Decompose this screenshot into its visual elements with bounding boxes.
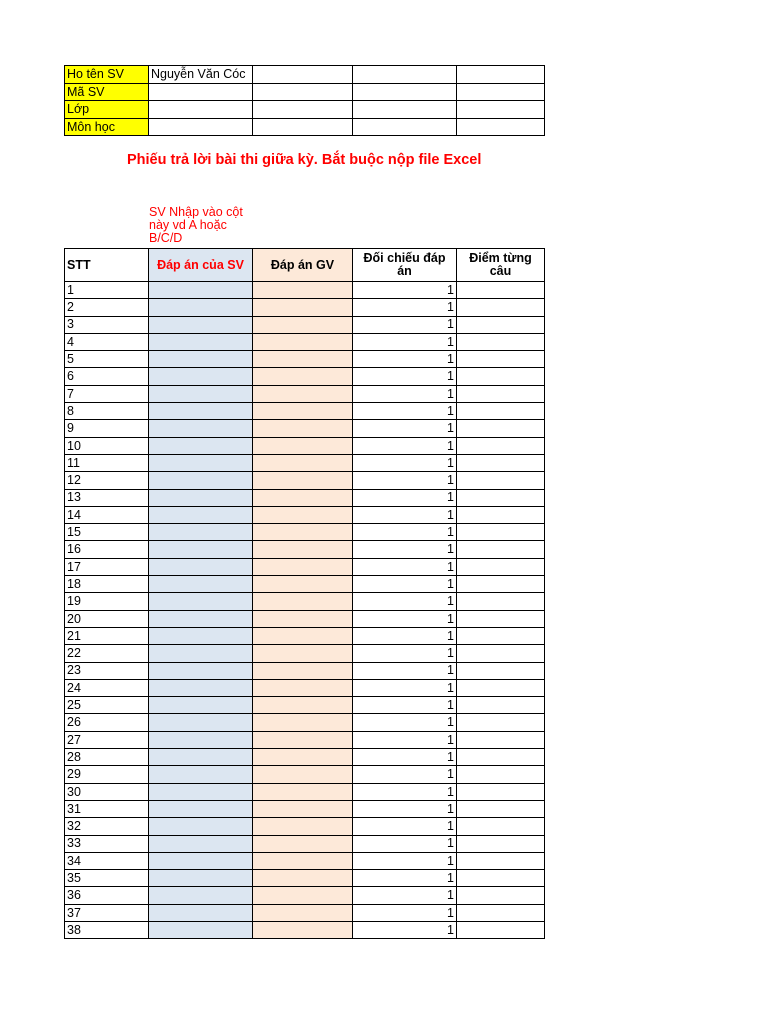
teacher-answer-cell[interactable] bbox=[253, 420, 353, 437]
table-row bbox=[65, 904, 545, 921]
compare-cell: 1 bbox=[353, 887, 457, 904]
score-cell[interactable] bbox=[457, 800, 545, 817]
compare-cell: 1 bbox=[353, 749, 457, 766]
table-row bbox=[65, 645, 545, 662]
stt-cell: 28 bbox=[65, 749, 149, 766]
table-row bbox=[65, 766, 545, 783]
student-answer-cell[interactable] bbox=[149, 454, 253, 471]
teacher-answer-cell[interactable] bbox=[253, 316, 353, 333]
compare-cell: 1 bbox=[353, 818, 457, 835]
score-cell[interactable] bbox=[457, 818, 545, 835]
compare-cell: 1 bbox=[353, 800, 457, 817]
table-row bbox=[65, 800, 545, 817]
student-answer-cell[interactable] bbox=[149, 766, 253, 783]
table-row bbox=[65, 835, 545, 852]
score-cell[interactable] bbox=[457, 403, 545, 420]
table-row bbox=[65, 351, 545, 368]
score-cell[interactable] bbox=[457, 766, 545, 783]
score-cell[interactable] bbox=[457, 454, 545, 471]
table-row bbox=[65, 662, 545, 679]
student-answer-cell[interactable] bbox=[149, 852, 253, 869]
compare-cell: 1 bbox=[353, 593, 457, 610]
student-answer-cell[interactable] bbox=[149, 506, 253, 523]
teacher-answer-cell[interactable] bbox=[253, 783, 353, 800]
score-cell[interactable] bbox=[457, 316, 545, 333]
teacher-answer-cell[interactable] bbox=[253, 437, 353, 454]
empty-cell[interactable] bbox=[353, 66, 457, 84]
stt-cell: 25 bbox=[65, 697, 149, 714]
teacher-answer-cell[interactable] bbox=[253, 800, 353, 817]
compare-cell: 1 bbox=[353, 662, 457, 679]
empty-cell[interactable] bbox=[253, 118, 353, 136]
teacher-answer-cell[interactable] bbox=[253, 506, 353, 523]
stt-cell: 34 bbox=[65, 852, 149, 869]
teacher-answer-cell[interactable] bbox=[253, 282, 353, 299]
stt-cell: 24 bbox=[65, 679, 149, 696]
compare-cell: 1 bbox=[353, 454, 457, 471]
teacher-answer-cell[interactable] bbox=[253, 852, 353, 869]
compare-cell: 1 bbox=[353, 921, 457, 938]
table-row bbox=[65, 870, 545, 887]
table-row bbox=[65, 299, 545, 316]
compare-cell: 1 bbox=[353, 697, 457, 714]
student-answer-cell[interactable] bbox=[149, 904, 253, 921]
stt-cell: 22 bbox=[65, 645, 149, 662]
compare-cell: 1 bbox=[353, 385, 457, 402]
info-row bbox=[65, 118, 545, 136]
table-row bbox=[65, 576, 545, 593]
table-row bbox=[65, 472, 545, 489]
score-cell[interactable] bbox=[457, 524, 545, 541]
score-cell[interactable] bbox=[457, 731, 545, 748]
stt-cell: 36 bbox=[65, 887, 149, 904]
table-row bbox=[65, 316, 545, 333]
table-row bbox=[65, 489, 545, 506]
info-value-cell[interactable] bbox=[149, 118, 253, 136]
teacher-answer-cell[interactable] bbox=[253, 645, 353, 662]
student-answer-cell[interactable] bbox=[149, 835, 253, 852]
student-answer-cell[interactable] bbox=[149, 437, 253, 454]
empty-cell[interactable] bbox=[457, 101, 545, 119]
student-answer-cell[interactable] bbox=[149, 783, 253, 800]
stt-cell: 21 bbox=[65, 627, 149, 644]
score-cell[interactable] bbox=[457, 627, 545, 644]
score-cell[interactable] bbox=[457, 921, 545, 938]
stt-cell: 20 bbox=[65, 610, 149, 627]
student-answer-cell[interactable] bbox=[149, 576, 253, 593]
compare-cell: 1 bbox=[353, 714, 457, 731]
info-value-cell[interactable] bbox=[149, 83, 253, 101]
stt-cell: 18 bbox=[65, 576, 149, 593]
score-cell[interactable] bbox=[457, 870, 545, 887]
stt-cell: 10 bbox=[65, 437, 149, 454]
student-answer-cell[interactable] bbox=[149, 870, 253, 887]
empty-cell[interactable] bbox=[253, 101, 353, 119]
compare-cell: 1 bbox=[353, 731, 457, 748]
student-answer-cell[interactable] bbox=[149, 714, 253, 731]
student-answer-cell[interactable] bbox=[149, 282, 253, 299]
student-answer-cell[interactable] bbox=[149, 921, 253, 938]
compare-cell: 1 bbox=[353, 558, 457, 575]
stt-cell: 32 bbox=[65, 818, 149, 835]
stt-cell: 12 bbox=[65, 472, 149, 489]
table-row bbox=[65, 818, 545, 835]
student-answer-cell[interactable] bbox=[149, 662, 253, 679]
table-row bbox=[65, 403, 545, 420]
student-answer-cell[interactable] bbox=[149, 679, 253, 696]
student-answer-cell[interactable] bbox=[149, 887, 253, 904]
score-cell[interactable] bbox=[457, 576, 545, 593]
student-answer-cell[interactable] bbox=[149, 420, 253, 437]
teacher-answer-cell[interactable] bbox=[253, 904, 353, 921]
score-cell[interactable] bbox=[457, 489, 545, 506]
stt-cell: 19 bbox=[65, 593, 149, 610]
empty-cell[interactable] bbox=[353, 118, 457, 136]
score-cell[interactable] bbox=[457, 679, 545, 696]
teacher-answer-cell[interactable] bbox=[253, 576, 353, 593]
student-answer-cell[interactable] bbox=[149, 403, 253, 420]
score-cell[interactable] bbox=[457, 299, 545, 316]
teacher-answer-cell[interactable] bbox=[253, 714, 353, 731]
student-answer-cell[interactable] bbox=[149, 610, 253, 627]
table-row bbox=[65, 454, 545, 471]
table-row bbox=[65, 368, 545, 385]
score-cell[interactable] bbox=[457, 835, 545, 852]
score-cell[interactable] bbox=[457, 904, 545, 921]
teacher-answer-cell[interactable] bbox=[253, 697, 353, 714]
compare-cell: 1 bbox=[353, 351, 457, 368]
teacher-answer-cell[interactable] bbox=[253, 818, 353, 835]
stt-cell: 23 bbox=[65, 662, 149, 679]
teacher-answer-cell[interactable] bbox=[253, 351, 353, 368]
compare-cell: 1 bbox=[353, 852, 457, 869]
compare-cell: 1 bbox=[353, 333, 457, 350]
info-value-cell[interactable]: Nguyễn Văn Cóc bbox=[149, 66, 253, 84]
score-cell[interactable] bbox=[457, 887, 545, 904]
teacher-answer-cell[interactable] bbox=[253, 627, 353, 644]
answer-table bbox=[64, 248, 545, 939]
table-row bbox=[65, 437, 545, 454]
stt-cell: 33 bbox=[65, 835, 149, 852]
compare-cell: 1 bbox=[353, 524, 457, 541]
table-row bbox=[65, 887, 545, 904]
teacher-answer-cell[interactable] bbox=[253, 870, 353, 887]
teacher-answer-cell[interactable] bbox=[253, 921, 353, 938]
empty-cell[interactable] bbox=[457, 83, 545, 101]
teacher-answer-cell[interactable] bbox=[253, 472, 353, 489]
table-row bbox=[65, 420, 545, 437]
info-label-cell: Lớp bbox=[65, 101, 149, 119]
teacher-answer-cell[interactable] bbox=[253, 299, 353, 316]
empty-cell[interactable] bbox=[457, 66, 545, 84]
teacher-answer-cell[interactable] bbox=[253, 558, 353, 575]
table-row bbox=[65, 852, 545, 869]
info-label-cell: Môn học bbox=[65, 118, 149, 136]
stt-cell: 15 bbox=[65, 524, 149, 541]
compare-cell: 1 bbox=[353, 489, 457, 506]
answer-table-header-row bbox=[65, 249, 545, 282]
info-row bbox=[65, 101, 545, 119]
compare-cell: 1 bbox=[353, 576, 457, 593]
student-answer-cell[interactable] bbox=[149, 697, 253, 714]
teacher-answer-cell[interactable] bbox=[253, 593, 353, 610]
student-answer-cell[interactable] bbox=[149, 385, 253, 402]
student-info-table bbox=[64, 65, 545, 136]
table-row bbox=[65, 921, 545, 938]
teacher-answer-cell[interactable] bbox=[253, 385, 353, 402]
student-answer-cell[interactable] bbox=[149, 818, 253, 835]
score-cell[interactable] bbox=[457, 472, 545, 489]
table-row bbox=[65, 714, 545, 731]
stt-cell: 17 bbox=[65, 558, 149, 575]
info-row bbox=[65, 83, 545, 101]
header-stt: STT bbox=[65, 249, 149, 282]
table-row bbox=[65, 524, 545, 541]
teacher-answer-cell[interactable] bbox=[253, 368, 353, 385]
stt-cell: 14 bbox=[65, 506, 149, 523]
teacher-answer-cell[interactable] bbox=[253, 610, 353, 627]
table-row bbox=[65, 697, 545, 714]
student-answer-cell[interactable] bbox=[149, 627, 253, 644]
score-cell[interactable] bbox=[457, 351, 545, 368]
student-answer-cell[interactable] bbox=[149, 731, 253, 748]
empty-cell[interactable] bbox=[253, 66, 353, 84]
student-answer-cell[interactable] bbox=[149, 316, 253, 333]
table-row bbox=[65, 558, 545, 575]
compare-cell: 1 bbox=[353, 783, 457, 800]
score-cell[interactable] bbox=[457, 541, 545, 558]
score-cell[interactable] bbox=[457, 437, 545, 454]
header-score: Điểm từng câu bbox=[457, 249, 545, 282]
info-value-cell[interactable] bbox=[149, 101, 253, 119]
compare-cell: 1 bbox=[353, 835, 457, 852]
stt-cell: 13 bbox=[65, 489, 149, 506]
stt-cell: 9 bbox=[65, 420, 149, 437]
table-row bbox=[65, 541, 545, 558]
score-cell[interactable] bbox=[457, 645, 545, 662]
table-row bbox=[65, 749, 545, 766]
info-label-cell: Mã SV bbox=[65, 83, 149, 101]
compare-cell: 1 bbox=[353, 645, 457, 662]
score-cell[interactable] bbox=[457, 506, 545, 523]
stt-cell: 6 bbox=[65, 368, 149, 385]
input-instruction-note: SV Nhập vào cột này vd A hoặc B/C/D bbox=[149, 205, 243, 245]
score-cell[interactable] bbox=[457, 282, 545, 299]
stt-cell: 38 bbox=[65, 921, 149, 938]
compare-cell: 1 bbox=[353, 299, 457, 316]
stt-cell: 31 bbox=[65, 800, 149, 817]
student-answer-cell[interactable] bbox=[149, 593, 253, 610]
score-cell[interactable] bbox=[457, 749, 545, 766]
student-answer-cell[interactable] bbox=[149, 800, 253, 817]
compare-cell: 1 bbox=[353, 506, 457, 523]
compare-cell: 1 bbox=[353, 368, 457, 385]
stt-cell: 11 bbox=[65, 454, 149, 471]
stt-cell: 1 bbox=[65, 282, 149, 299]
teacher-answer-cell[interactable] bbox=[253, 731, 353, 748]
stt-cell: 3 bbox=[65, 316, 149, 333]
student-answer-cell[interactable] bbox=[149, 645, 253, 662]
student-answer-cell[interactable] bbox=[149, 524, 253, 541]
empty-cell[interactable] bbox=[353, 101, 457, 119]
student-answer-cell[interactable] bbox=[149, 558, 253, 575]
compare-cell: 1 bbox=[353, 870, 457, 887]
stt-cell: 30 bbox=[65, 783, 149, 800]
table-row bbox=[65, 731, 545, 748]
compare-cell: 1 bbox=[353, 403, 457, 420]
stt-cell: 7 bbox=[65, 385, 149, 402]
table-row bbox=[65, 506, 545, 523]
compare-cell: 1 bbox=[353, 627, 457, 644]
stt-cell: 8 bbox=[65, 403, 149, 420]
stt-cell: 4 bbox=[65, 333, 149, 350]
student-answer-cell[interactable] bbox=[149, 368, 253, 385]
teacher-answer-cell[interactable] bbox=[253, 403, 353, 420]
stt-cell: 26 bbox=[65, 714, 149, 731]
student-answer-cell[interactable] bbox=[149, 749, 253, 766]
compare-cell: 1 bbox=[353, 282, 457, 299]
stt-cell: 5 bbox=[65, 351, 149, 368]
page-title: Phiếu trả lời bài thi giữa kỳ. Bắt buộc nộp file Excel bbox=[127, 152, 482, 168]
empty-cell[interactable] bbox=[253, 83, 353, 101]
teacher-answer-cell[interactable] bbox=[253, 541, 353, 558]
score-cell[interactable] bbox=[457, 420, 545, 437]
teacher-answer-cell[interactable] bbox=[253, 766, 353, 783]
info-row bbox=[65, 66, 545, 84]
compare-cell: 1 bbox=[353, 766, 457, 783]
score-cell[interactable] bbox=[457, 385, 545, 402]
score-cell[interactable] bbox=[457, 333, 545, 350]
stt-cell: 27 bbox=[65, 731, 149, 748]
table-row bbox=[65, 783, 545, 800]
stt-cell: 16 bbox=[65, 541, 149, 558]
compare-cell: 1 bbox=[353, 316, 457, 333]
teacher-answer-cell[interactable] bbox=[253, 887, 353, 904]
student-answer-cell[interactable] bbox=[149, 472, 253, 489]
table-row bbox=[65, 333, 545, 350]
stt-cell: 37 bbox=[65, 904, 149, 921]
compare-cell: 1 bbox=[353, 610, 457, 627]
table-row bbox=[65, 385, 545, 402]
score-cell[interactable] bbox=[457, 593, 545, 610]
score-cell[interactable] bbox=[457, 558, 545, 575]
teacher-answer-cell[interactable] bbox=[253, 524, 353, 541]
teacher-answer-cell[interactable] bbox=[253, 835, 353, 852]
teacher-answer-cell[interactable] bbox=[253, 454, 353, 471]
stt-cell: 35 bbox=[65, 870, 149, 887]
compare-cell: 1 bbox=[353, 541, 457, 558]
score-cell[interactable] bbox=[457, 610, 545, 627]
compare-cell: 1 bbox=[353, 904, 457, 921]
student-answer-cell[interactable] bbox=[149, 333, 253, 350]
student-answer-cell[interactable] bbox=[149, 489, 253, 506]
empty-cell[interactable] bbox=[353, 83, 457, 101]
score-cell[interactable] bbox=[457, 662, 545, 679]
teacher-answer-cell[interactable] bbox=[253, 662, 353, 679]
student-answer-cell[interactable] bbox=[149, 351, 253, 368]
teacher-answer-cell[interactable] bbox=[253, 679, 353, 696]
compare-cell: 1 bbox=[353, 420, 457, 437]
table-row bbox=[65, 679, 545, 696]
header-compare: Đối chiếu đáp án bbox=[353, 249, 457, 282]
table-row bbox=[65, 627, 545, 644]
teacher-answer-cell[interactable] bbox=[253, 749, 353, 766]
student-answer-cell[interactable] bbox=[149, 541, 253, 558]
compare-cell: 1 bbox=[353, 472, 457, 489]
header-teacher-answer: Đáp án GV bbox=[253, 249, 353, 282]
stt-cell: 29 bbox=[65, 766, 149, 783]
empty-cell[interactable] bbox=[457, 118, 545, 136]
info-label-cell: Ho tên SV bbox=[65, 66, 149, 84]
table-row bbox=[65, 593, 545, 610]
teacher-answer-cell[interactable] bbox=[253, 333, 353, 350]
score-cell[interactable] bbox=[457, 714, 545, 731]
student-answer-cell[interactable] bbox=[149, 299, 253, 316]
score-cell[interactable] bbox=[457, 697, 545, 714]
table-row bbox=[65, 610, 545, 627]
score-cell[interactable] bbox=[457, 852, 545, 869]
table-row bbox=[65, 282, 545, 299]
compare-cell: 1 bbox=[353, 437, 457, 454]
score-cell[interactable] bbox=[457, 368, 545, 385]
compare-cell: 1 bbox=[353, 679, 457, 696]
stt-cell: 2 bbox=[65, 299, 149, 316]
teacher-answer-cell[interactable] bbox=[253, 489, 353, 506]
score-cell[interactable] bbox=[457, 783, 545, 800]
header-student-answer: Đáp án của SV bbox=[149, 249, 253, 282]
